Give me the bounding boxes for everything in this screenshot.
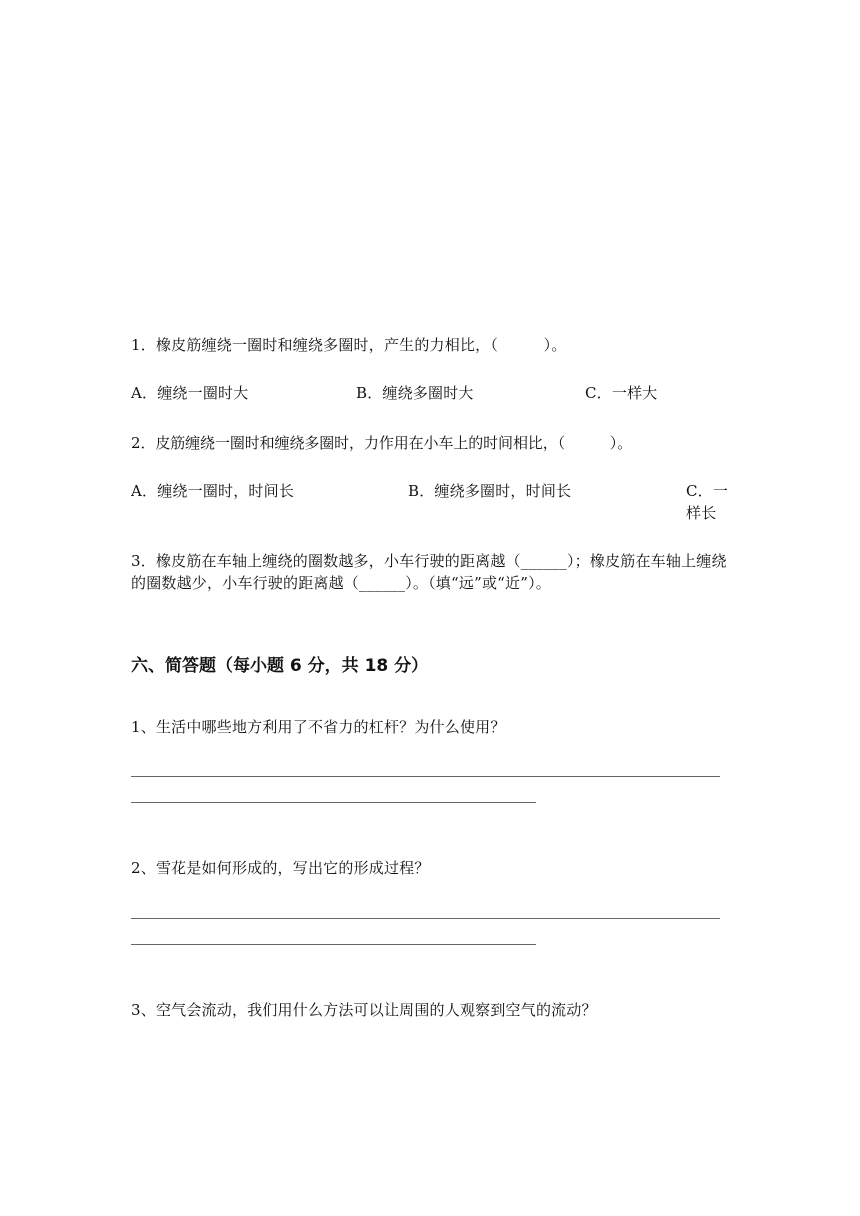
question-2-option-b: B．缠绕多圈时，时间长 [408,482,572,500]
question-1-option-b: B．缠绕多圈时大 [356,384,474,402]
question-3-text: 3．橡皮筋在车轴上缠绕的圈数越多，小车行驶的距离越（______）；橡皮筋在车轴上缠绕的圈数越少，小车行驶的距离越（______）。（填“远”或“近”）。 [131,552,727,592]
answer-line-1b [131,802,536,803]
question-1-option-c: C．一样大 [585,384,658,402]
short-answer-question-3: 3、空气会流动，我们用什么方法可以让周围的人观察到空气的流动？ [131,1001,597,1019]
question-1-stem: 1．橡皮筋缠绕一圈时和缠绕多圈时，产生的力相比，（ ）。 [131,336,567,354]
question-2-option-c: C．一样长 [686,482,729,522]
answer-line-1a [131,776,720,777]
section-6-title: 六、简答题（每小题 6 分，共 18 分） [131,656,429,676]
question-1-option-a: A．缠绕一圈时大 [131,384,249,402]
short-answer-question-2: 2、雪花是如何形成的，写出它的形成过程？ [131,859,430,877]
question-2-stem: 2．皮筋缠绕一圈时和缠绕多圈时，力作用在小车上的时间相比，（ ）。 [131,434,633,452]
answer-line-2a [131,918,720,919]
short-answer-question-1: 1、生活中哪些地方利用了不省力的杠杆？为什么使用？ [131,718,506,736]
answer-line-2b [131,944,536,945]
question-2-option-a: A．缠绕一圈时，时间长 [131,482,295,500]
